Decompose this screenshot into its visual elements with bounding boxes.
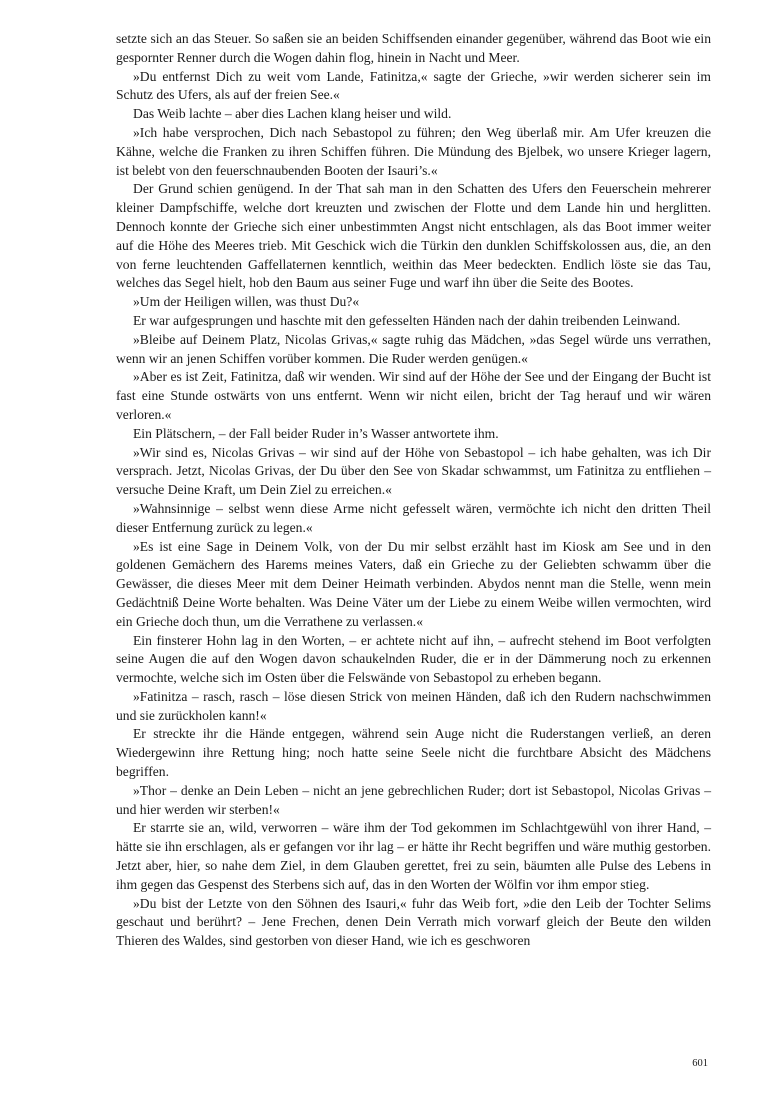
paragraph: Ein Plätschern, – der Fall beider Ruder in’s Wasser antwortete ihm. [133,425,499,441]
paragraph: »Ich habe versprochen, Dich nach Sebastopol zu führen; den Weg überlaß mir. Am Ufer kreuzen die Kähne, welche die Franken zu ihren Schiffen führen. Die Mündung des Bjelbek, wo unsere Krieger lagern, ist belebt von den feuerschnaubenden Booten der Isauri’s.« [116,124,711,178]
paragraph: »Du bist der Letzte von den Söhnen des Isauri,« fuhr das Weib fort, »die den Leib der Tochter Selims geschaut und berührt? – Jene Frechen, denen Dein Verrath mich vorwarf gleich der Beute den wilden Thieren des Waldes, sind gestorben von dieser Hand, wie ich es geschworen [116,895,711,949]
paragraph: Er war aufgesprungen und haschte mit den gefesselten Händen nach der dahin treibenden Leinwand. [133,312,681,328]
page-body [116,30,711,951]
paragraph: »Bleibe auf Deinem Platz, Nicolas Grivas,« sagte ruhig das Mädchen, »das Segel würde uns verrathen, wenn wir an jenen Schiffen vorüber kommen. Die Ruder werden genügen.« [116,331,711,366]
paragraph: Das Weib lachte – aber dies Lachen klang heiser und wild. [133,106,452,122]
paragraph: »Aber es ist Zeit, Fatinitza, daß wir wenden. Wir sind auf der Höhe der See und der Eingang der Bucht ist fast eine Stunde ostwärts von uns entfernt. Wenn wir nicht eilen, bricht der Tag herauf und wir wären verloren.« [116,369,711,422]
paragraph: »Um der Heiligen willen, was thust Du?« [133,294,360,310]
paragraph: Er starrte sie an, wild, verworren – wäre ihm der Tod gekommen im Schlachtgewühl von ihrer Hand, – hätte sie ihn erschlagen, als er gefangen vor ihr lag – er hätte ihr Recht begriffen und wäre muthig gestorben. Jetzt aber, hier, so nahe dem Ziel, in dem Glauben gerettet, frei zu sein, bäumten alle Pulse des Lebens in ihm gegen das Gespenst des Sterbens sich auf, das in den Worten der Wölfin vor ihm empor stieg. [116,820,711,892]
paragraph: »Fatinitza – rasch, rasch – löse diesen Strick von meinen Händen, daß ich den Rudern nachschwimmen und sie zurückholen kann!« [116,688,711,723]
paragraph: Der Grund schien genügend. In der That sah man in den Schatten des Ufers den Feuerschein mehrerer kleiner Dampfschiffe, welche dort kreuzten und zwischen der Flotte und dem Lande hin und herglitten. Dennoch konnte der Grieche sich einer unbestimmten Angst nicht entschlagen, als das Boot immer weiter auf die Höhe des Meeres trieb. Mit Geschick wich die Türkin den dunklen Schiffskolossen aus, die, an den von ferne leuchtenden Gaffellaternen kenntlich, weithin das Meer bedeckten. Endlich löste sie das Tau, welches das Segel hielt, hob den Baum aus seiner Fuge und warf ihn über die Seite des Bootes. [116,181,711,291]
paragraph: setzte sich an das Steuer. So saßen sie an beiden Schiffsenden einander gegenüber, während das Boot wie ein gespornter Renner durch die Wogen dahin flog, hinein in Nacht und Meer. [116,31,711,65]
paragraph: »Wir sind es, Nicolas Grivas – wir sind auf der Höhe von Sebastopol – ich habe gehalten, was ich Dir versprach. Jetzt, Nicolas Grivas, der Du über den See von Skadar schwammst, um Fatinitza zu entfliehen – versuche Deine Kraft, um Dein Ziel zu erreichen.« [116,444,711,498]
paragraph: »Es ist eine Sage in Deinem Volk, von der Du mir selbst erzählt hast im Kiosk am See und in den goldenen Gemächern des Harems meines Vaters, daß ein Grieche zu der Geliebten schwamm über die Gewässer, die dieses Meer mit dem Deiner Heimath verbinden. Abydos nennt man die Stelle, wenn mein Gedächtniß Deine Worte behalten. Was Deine Väter um der Liebe zu einem Weibe willen vermochten, wird ein Grieche doch thun, um die Verrathene zu verlassen.« [116,538,711,629]
paragraph: »Thor – denke an Dein Leben – nicht an jene gebrechlichen Ruder; dort ist Sebastopol, Nicolas Grivas – und hier werden wir sterben!« [116,782,711,817]
paragraph: »Wahnsinnige – selbst wenn diese Arme nicht gefesselt wären, vermöchte ich nicht den dritten Theil dieser Entfernung zurück zu legen.« [116,500,711,535]
paragraph: Ein finsterer Hohn lag in den Worten, – er achtete nicht auf ihn, – aufrecht stehend im Boot verfolgten seine Augen die auf den Wogen davon schaukelnden Ruder, die er in der Dämmerung noch zu erkennen vermochte, welche sich im Osten über die Felswände von Sebastopol zu erheben begann. [116,632,711,686]
paragraph: Er streckte ihr die Hände entgegen, während sein Auge nicht die Ruderstangen verließ, an deren Wiedergewinn ihre Rettung hing; noch hatte seine Seele nicht die furchtbare Absicht des Mädchens begriffen. [116,726,711,780]
paragraph: »Du entfernst Dich zu weit vom Lande, Fatinitza,« sagte der Grieche, »wir werden sicherer sein im Schutz des Ufers, als auf der freien See.« [116,68,711,103]
page-number: 601 [692,1058,708,1069]
